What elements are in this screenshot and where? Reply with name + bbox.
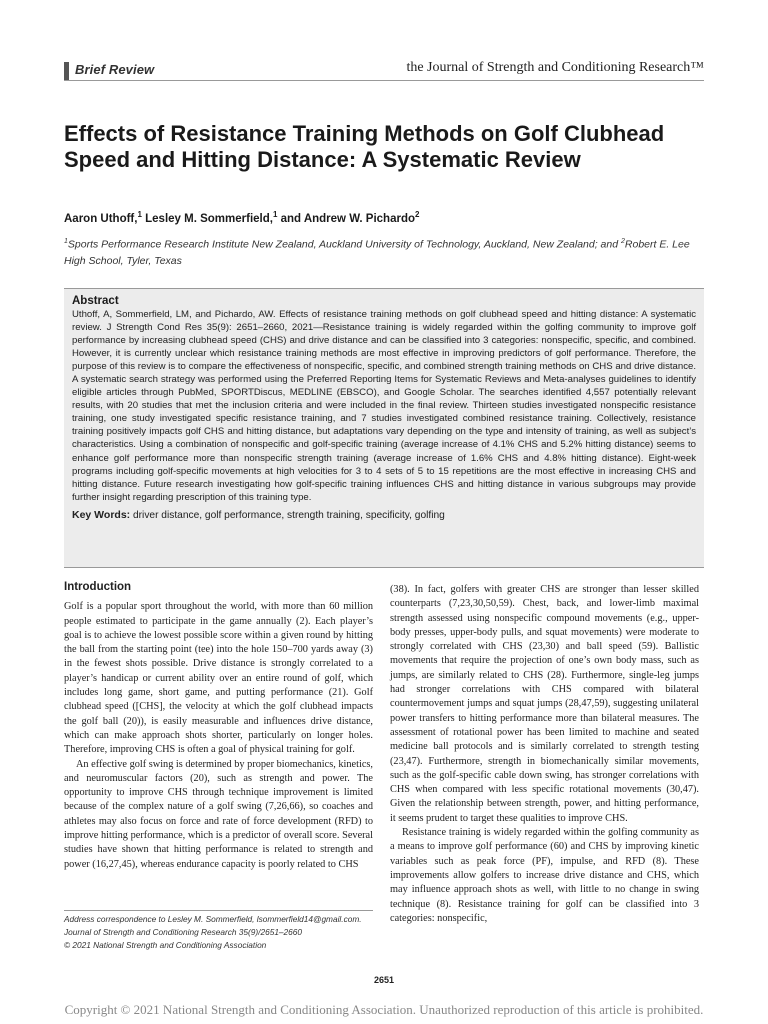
copyright-note: © 2021 National Strength and Conditioning Association — [64, 940, 267, 950]
article-title: Effects of Resistance Training Methods on Golf Clubhead Speed and Hitting Distance: A Systematic Review — [64, 121, 665, 172]
running-header — [64, 60, 704, 82]
correspondence-note: Address correspondence to Lesley M. Sommerfield, lsommerfield14@gmail.com. — [64, 914, 362, 924]
journal-name: the Journal of Strength and Conditioning Research™ — [406, 60, 704, 75]
affiliation-text: Robert E. Lee High School, Tyler, Texas — [64, 238, 690, 267]
footnote-divider — [64, 910, 373, 911]
body-paragraph: (38). In fact, golfers with greater CHS are stronger than lesser skilled counterparts (7,23,30,50,59). Chest, back, and lower-limb maximal strength assessed using nonspecific compound movements (e.g., upper-body presses, upper-body pulls, and squat movements) were moderate to strongly correlated with CHS (23,30) and ball speed (59). Ballistic movements that require the projection of one’s own body mass, such as jumps, are similarly related to CHS (28). Furthermore, single-leg jumps had stronger correlations with CHS compared with bilateral countermovement jumps and squat jumps (28,47,59), suggesting unilateral power transfers to hitting performance more than bilateral measures. The assessment of rotational power has been limited to machine and seated medicine ball protocols and is similarly correlated to strength testing (23,47). Furthermore, strength in biomechanically similar movements, such as the golf-specific cable down swing, has stronger correlations with CHS when compared with less specific rotational movements (30,47). Given the relationship between strength, power, and hitting performance, it seems prudent to target these qualities to improve CHS. — [390, 584, 699, 824]
affiliation-marker: 1 — [64, 238, 68, 245]
copyright-watermark: Copyright © 2021 National Strength and Conditioning Association. Unauthorized reproduction of this article is prohibited. — [64, 1002, 704, 1017]
abstract-text: Uthoff, A, Sommerfield, LM, and Pichardo, AW. Effects of resistance training methods on golf clubhead speed and hitting distance: A systematic review. J Strength Cond Res 35(9): 2651–2660, 2021—Resistance training is widely regarded within the golfing community to improve golf performance by increasing clubhead speed (CHS) and drive distance and can be classified into 3 categories: nonspecific, specific, and combined. However, it is currently unclear which resistance training methods are most effective in improving predictors of golf performance. Therefore, the purpose of this review is to compare the effectiveness of nonspecific, specific, and combined strength training methods on CHS and drive distance. A systematic search strategy was performed using the Preferred Reporting Items for Systematic Reviews and Meta-analyses guidelines to identify eligible articles through PubMed, SPORTDiscus, MEDLINE (EBSCO), and Google Scholar. The searches identified 4,557 potentially relevant results, with 20 studies that met the inclusion criteria and were included in the final review. Thirteen studies investigated nonspecific resistance training, one study investigated specific resistance training, and 7 studies investigated combined resistance training. Collectively, resistance training positively impacts golf CHS and hitting distance, but adaptations vary depending on the type and intensity of training, as well as subject’s characteristics. Using a combination of nonspecific and golf-specific training (average increase of 4.1% CHS and 5.2% hitting distance) seems to enhance golf performance more than nonspecific strength training (average increase of 1.6% CHS and 4.8% hitting distance). Eight-week programs including golf-specific movements at high velocities for 3 to 4 sets of 5 to 15 repetitions are the most effective in increasing CHS and hitting distance. Future research investigating how golf-specific training influences CHS and hitting distance in various subgroups may provide further insight regarding prescription of this training type. — [72, 309, 696, 503]
keywords-label: Key Words: — [72, 508, 131, 521]
body-column-right — [390, 583, 699, 926]
author-affiliation-marker: 1 — [272, 210, 278, 219]
keywords-list: driver distance, golf performance, strength training, specificity, golfing — [133, 509, 445, 521]
body-paragraph: Golf is a popular sport throughout the world, with more than 60 million people estimated to participate in the game annually (2). Each player’s goal is to achieve the lowest possible score within a given round by hitting the ball from the starting point (tee) into the hole 150–700 yards away (3) in the fewest shots possible. Drive distance is strongly correlated to a player’s handicap or current ability over an entire round of golf, which includes long game, short game, and putting performance (21). Golf clubhead speed ([CHS], the velocity at which the golf clubhead impacts the golf ball (20)), is easily measurable and influences drive distance, which can make approach shots shorter, particularly on longer holes. Therefore, improving CHS is often a goal of physical training for golf. — [64, 601, 373, 756]
author-list — [64, 210, 704, 225]
author-name: and Andrew W. Pichardo — [280, 212, 416, 225]
body-column-left — [64, 580, 373, 872]
section-heading-introduction: Introduction — [64, 581, 132, 593]
author-name: Aaron Uthoff, — [64, 212, 138, 225]
abstract-box — [64, 288, 704, 568]
footnotes — [64, 913, 373, 952]
author-name: Lesley M. Sommerfield, — [145, 212, 273, 225]
citation-note: Journal of Strength and Conditioning Research 35(9)/2651–2660 — [64, 927, 303, 937]
keywords — [72, 509, 696, 521]
affiliations — [64, 234, 706, 269]
body-paragraph: Resistance training is widely regarded within the golfing community as a means to improve golf performance (60) and CHS by improving kinetic variables such as peak force (PF), impulse, and RFD (8). These improvements allow golfers to increase drive distance and CHS, which may influence approach shots as well, with little to no change in swing technique (8). Resistance training for golf can be classified into 3 categories: nonspecific, — [390, 827, 699, 924]
abstract-heading: Abstract — [72, 295, 119, 307]
section-label: Brief Review — [64, 62, 154, 80]
affiliation-marker: 2 — [621, 238, 625, 245]
header-divider — [64, 80, 704, 81]
affiliation-text: Sports Performance Research Institute New Zealand, Auckland University of Technology, Auckland, New Zealand; and — [67, 238, 621, 251]
body-paragraph: An effective golf swing is determined by proper biomechanics, kinetics, and neuromuscular factors (20), such as strength and power. The opportunity to improve CHS through technique improvement is limited because of the complex nature of a golf swing (7,26,66), so coaches and athletes may also focus on force and rate of force development (RFD) to improve hitting performance, which is a predictor of overall score. Several studies have shown that hitting performance is related to strength and power (16,27,45), whereas endurance capacity is poorly related to CHS — [64, 758, 373, 870]
author-affiliation-marker: 2 — [415, 210, 420, 219]
author-affiliation-marker: 1 — [137, 210, 142, 219]
page-number: 2651 — [373, 975, 395, 985]
